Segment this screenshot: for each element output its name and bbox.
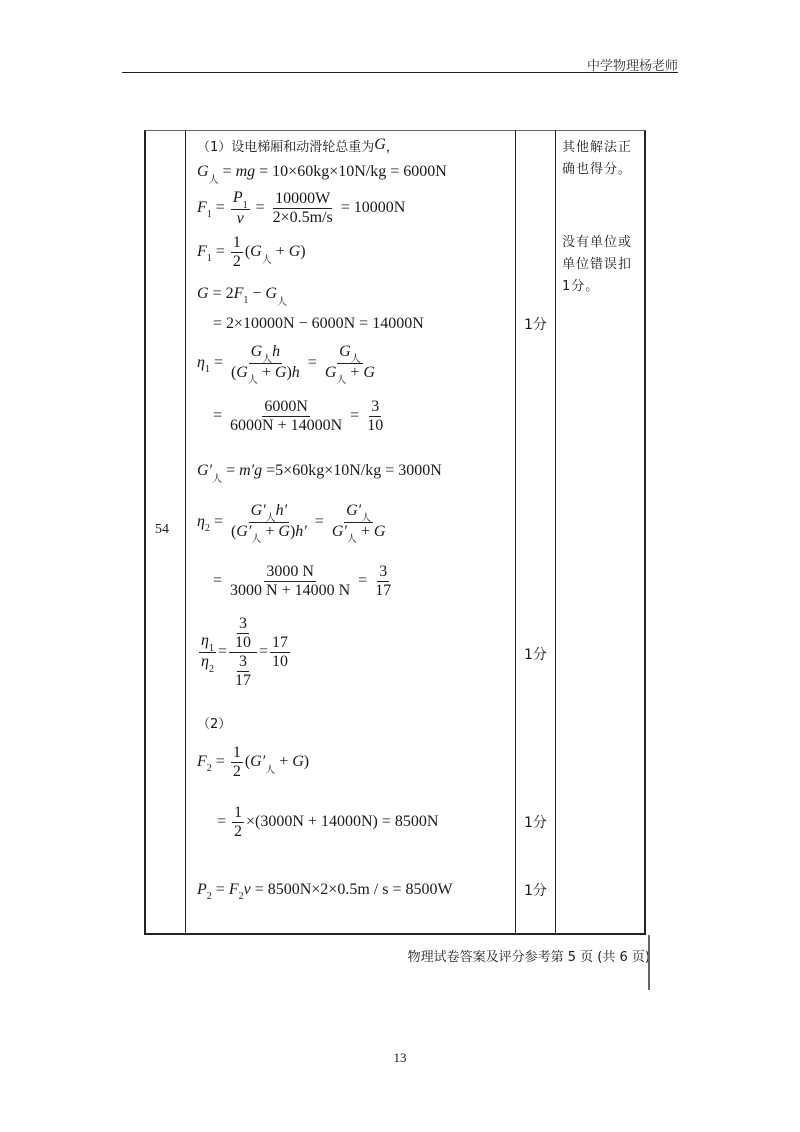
math-subscript: 人 [350, 353, 361, 365]
fraction-denominator [233, 634, 253, 652]
math-text: + [275, 753, 293, 770]
fraction-denominator [323, 364, 377, 384]
math-subscript: 人 [346, 533, 357, 545]
page-number: 13 [393, 1050, 407, 1065]
fraction-numerator [262, 398, 310, 417]
grading-note [562, 232, 632, 298]
math-variable: G [197, 285, 209, 302]
math-subscript: 1 [204, 363, 210, 375]
math-text: + [271, 243, 289, 260]
math-text: = [303, 354, 321, 371]
math-text: ) [289, 522, 296, 540]
math-variable: F [197, 753, 207, 770]
math-text: = 10×60kg×10N/kg = 6000N [255, 163, 447, 180]
fraction-denominator [330, 523, 388, 543]
math-fraction [231, 189, 250, 228]
math-text: = [211, 881, 229, 898]
formula-line [197, 870, 453, 910]
fraction-numerator [237, 653, 249, 672]
math-variable: F [228, 881, 239, 898]
fraction-denominator [235, 210, 246, 228]
fraction-denominator [233, 672, 253, 690]
formula-line [197, 802, 438, 842]
math-text: = [346, 407, 364, 424]
formula-line [197, 232, 306, 272]
fraction-denominator [365, 417, 385, 435]
math-text: = 10000N [336, 199, 406, 216]
math-subscript: 2 [208, 663, 214, 675]
math-variable: G [265, 285, 277, 302]
math-variable: η [201, 652, 209, 670]
math-text: + [257, 363, 275, 381]
math-text: = [209, 513, 227, 530]
question-number: 54 [155, 522, 169, 537]
math-variable: η [201, 631, 209, 649]
math-fraction [228, 398, 344, 435]
fraction-denominator [229, 653, 257, 690]
math-subscript: 人 [251, 533, 262, 545]
math-fraction [233, 653, 253, 690]
fraction-numerator [273, 190, 332, 209]
fraction-numerator [337, 343, 363, 364]
math-text: ×(3000N + 14000N) = 8500N [246, 813, 439, 830]
fraction-denominator [228, 582, 352, 600]
math-subscript: 2 [204, 522, 210, 534]
table-column-divider [555, 130, 556, 935]
fraction-denominator [271, 209, 335, 227]
math-variable: mg [235, 163, 256, 180]
math-text: 1 [234, 803, 243, 821]
scan-artifact-line [648, 935, 650, 990]
math-text: 10 [367, 416, 384, 434]
math-fraction [271, 190, 335, 227]
math-subscript: 1 [242, 199, 248, 211]
math-subscript: 人 [361, 512, 372, 524]
fraction-numerator [377, 563, 389, 582]
math-variable: G′ [250, 753, 266, 770]
math-variable: v [243, 881, 251, 898]
math-variable: G [250, 243, 262, 260]
math-text: 1 [232, 743, 241, 761]
formula-line [197, 614, 292, 689]
math-text: ( [230, 522, 237, 540]
math-text: 2 [234, 822, 243, 840]
formula-line [197, 742, 309, 782]
formula-line [197, 152, 447, 192]
math-variable: G [236, 363, 248, 381]
formula-line [197, 396, 387, 436]
math-variable: G [373, 522, 386, 540]
fraction-numerator [232, 804, 244, 823]
math-text: ) [300, 243, 306, 260]
fraction-numerator [264, 563, 316, 582]
math-text: = 8500N×2×0.5m / s = 8500W [250, 881, 453, 898]
math-text: = [354, 572, 372, 589]
math-subscript: 1 [208, 642, 214, 654]
math-text: = [222, 462, 240, 479]
math-text: 3 [379, 562, 388, 580]
math-variable: G [292, 753, 304, 770]
score-label: 1分 [524, 317, 547, 333]
math-text: = [218, 163, 236, 180]
fraction-numerator [231, 744, 243, 763]
math-text: 3 [371, 397, 380, 415]
math-text: = 2×10000N − 6000N = 14000N [197, 315, 424, 332]
math-text: + [261, 522, 279, 540]
note-line: 其他解法正 [562, 140, 633, 155]
math-variable: G [278, 522, 290, 540]
math-text: ) [286, 363, 292, 381]
fraction-denominator [231, 253, 243, 271]
math-text: 1 [232, 233, 241, 251]
note-line: 没有单位或 [562, 235, 633, 250]
math-variable: G [288, 243, 301, 260]
math-text: = [251, 199, 269, 216]
math-variable: F [197, 199, 207, 216]
math-variable: m′g [239, 462, 263, 479]
math-text: 6000N [264, 397, 308, 415]
math-text: ) [303, 753, 310, 770]
math-fraction [330, 502, 388, 543]
math-variable: G [274, 363, 287, 381]
fraction-numerator [231, 189, 250, 210]
formula-line [197, 702, 231, 742]
math-text: + [356, 522, 374, 540]
formula-line [197, 342, 379, 386]
math-subscript: 1 [206, 208, 212, 220]
math-subscript: 人 [212, 473, 223, 485]
math-text: ( [244, 243, 251, 260]
score-label: 1分 [524, 883, 547, 899]
math-variable: P [197, 881, 207, 898]
formula-line [197, 304, 424, 344]
math-variable: G [363, 363, 375, 381]
note-line: 1分。 [562, 279, 600, 294]
math-fraction [199, 632, 216, 673]
math-fraction [365, 398, 385, 435]
math-text: 17 [234, 671, 251, 689]
score-label: 1分 [524, 647, 547, 663]
math-variable: G′ [236, 522, 252, 540]
math-subscript: 人 [208, 174, 219, 186]
fraction-denominator [270, 653, 290, 671]
page-footer: 物理试卷答案及评分参考第 5 页 (共 6 页) [407, 950, 650, 965]
math-subscript: 人 [276, 296, 287, 308]
table-column-divider [515, 130, 516, 935]
math-variable: F [233, 285, 244, 302]
fraction-numerator [270, 634, 290, 653]
fraction-numerator [237, 615, 249, 634]
math-text: = [258, 643, 268, 660]
math-fraction [270, 634, 290, 671]
math-text: 17 [272, 633, 288, 651]
note-line: 确也得分。 [562, 162, 633, 177]
math-fraction [229, 615, 257, 690]
formula-line [197, 451, 442, 491]
math-variable: G [374, 136, 386, 153]
math-variable: G′ [197, 462, 213, 479]
fraction-denominator [229, 523, 309, 543]
fraction-numerator [369, 398, 381, 417]
math-text: 2×0.5m/s [272, 208, 333, 226]
math-text: 2 [232, 252, 241, 270]
header-divider [122, 72, 678, 73]
math-variable: v [236, 209, 244, 227]
math-subscript: 人 [247, 374, 258, 386]
math-text: 2 [232, 762, 241, 780]
math-text: 10 [272, 652, 288, 670]
math-text: 10 [234, 633, 251, 651]
fraction-numerator [199, 632, 216, 653]
chinese-text: ， [385, 139, 399, 155]
math-text: 3 [238, 614, 247, 632]
math-fraction [373, 563, 393, 600]
fraction-numerator [229, 615, 257, 653]
math-text: = [197, 572, 227, 589]
chinese-text: （1）设电梯厢和动滑轮总重为 [197, 139, 375, 155]
fraction-denominator [199, 653, 216, 673]
score-label: 1分 [524, 815, 547, 831]
math-variable: F [197, 243, 207, 260]
fraction-numerator [249, 343, 283, 364]
math-text: = [217, 643, 227, 660]
math-variable: G′ [331, 522, 347, 540]
math-fraction [233, 615, 253, 652]
math-text: 10000W [275, 189, 331, 207]
math-variable: h [291, 363, 300, 381]
math-subscript: 2 [238, 890, 244, 902]
math-variable: h′ [295, 522, 307, 540]
math-variable: G [197, 163, 209, 180]
formula-line [197, 501, 389, 545]
math-subscript: 人 [265, 764, 276, 776]
math-text: 3000 N + 14000 N [230, 581, 351, 599]
chinese-text: （2） [197, 716, 232, 732]
grading-note [562, 137, 632, 181]
math-variable: η [197, 513, 205, 530]
math-text: 17 [375, 581, 392, 599]
math-subscript: 人 [261, 254, 272, 266]
fraction-denominator [231, 763, 243, 781]
math-variable: η [197, 354, 205, 371]
math-subscript: 2 [206, 762, 212, 774]
math-variable: P [232, 188, 243, 206]
fraction-denominator [373, 582, 393, 600]
math-text: 3000 N [266, 562, 314, 580]
math-variable: G′ [250, 501, 266, 519]
fraction-numerator [231, 234, 243, 253]
math-text: ( [230, 363, 237, 381]
fraction-denominator [228, 417, 344, 435]
math-text: = [197, 813, 231, 830]
fraction-denominator [229, 364, 302, 384]
math-subscript: 1 [206, 252, 212, 264]
note-line: 单位错误扣 [562, 257, 633, 272]
math-text: = [211, 199, 229, 216]
math-fraction [228, 563, 352, 600]
math-text: = 2 [208, 285, 234, 302]
math-text: 3 [238, 652, 247, 670]
math-variable: h [272, 342, 281, 360]
math-variable: G′ [346, 501, 362, 519]
math-fraction [229, 343, 302, 384]
math-text: =5×60kg×10N/kg = 3000N [262, 462, 442, 479]
math-subscript: 人 [262, 353, 273, 365]
math-fraction [232, 804, 244, 841]
math-fraction [323, 343, 377, 384]
fraction-numerator [344, 502, 373, 523]
math-text: = [211, 753, 229, 770]
math-fraction [229, 502, 309, 543]
math-text: = [209, 354, 227, 371]
math-text: − [248, 285, 266, 302]
math-subscript: 人 [336, 374, 347, 386]
math-subscript: 1 [243, 294, 249, 306]
math-fraction [231, 234, 243, 271]
math-subscript: 2 [206, 890, 212, 902]
math-text: = [211, 243, 229, 260]
table-column-divider [185, 130, 186, 935]
header-title: 中学物理杨老师 [586, 59, 678, 74]
math-text: + [346, 363, 364, 381]
fraction-denominator [232, 823, 244, 841]
math-text: = [197, 407, 227, 424]
math-variable: G [250, 342, 263, 360]
fraction-numerator [249, 502, 290, 523]
math-text: ( [244, 753, 251, 770]
math-subscript: 人 [265, 512, 276, 524]
math-variable: G [324, 363, 337, 381]
math-fraction [231, 744, 243, 781]
math-text: = [310, 513, 328, 530]
math-text: 6000N + 14000N [230, 416, 343, 434]
math-variable: h′ [275, 501, 288, 519]
formula-line [197, 188, 405, 228]
math-variable: G [339, 342, 351, 360]
formula-line [197, 561, 395, 601]
